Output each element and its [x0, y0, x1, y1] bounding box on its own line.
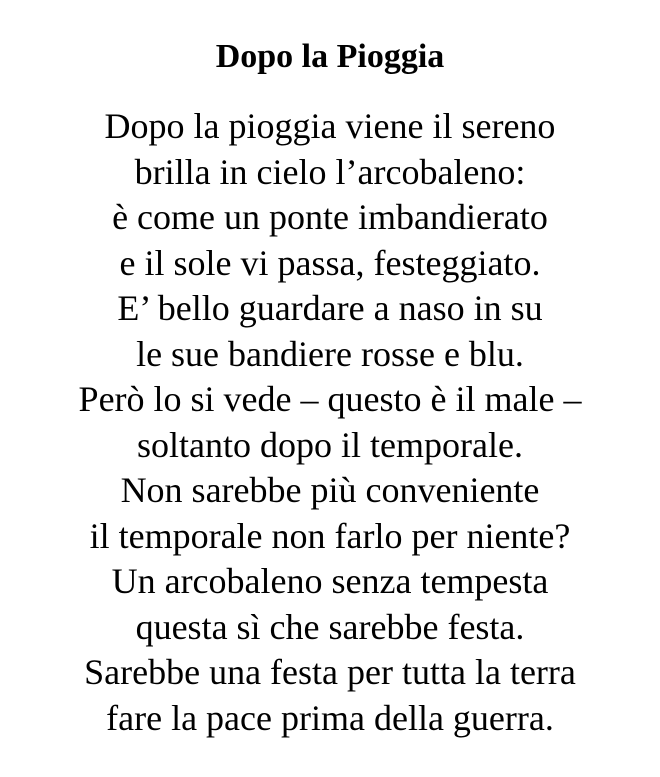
- poem-line: Sarebbe una festa per tutta la terra: [84, 652, 576, 692]
- poem-line: Dopo la pioggia viene il sereno: [104, 106, 556, 146]
- poem-line: Però lo si vede – questo è il male –: [78, 379, 582, 419]
- poem-line: soltanto dopo il temporale.: [137, 424, 523, 465]
- poem-line: fare la pace prima della guerra.: [106, 697, 554, 738]
- poem-line: questa sì che sarebbe festa.: [135, 606, 525, 647]
- poem-line: le sue bandiere rosse e blu.: [136, 333, 524, 374]
- poem-line: Non sarebbe più conveniente: [120, 470, 540, 510]
- poem-line: Un arcobaleno senza tempesta: [111, 561, 549, 601]
- poem-line: e il sole vi passa, festeggiato.: [119, 242, 541, 283]
- poem-line: E’ bello guardare a naso in su: [117, 288, 543, 328]
- poem-line: brilla in cielo l’arcobaleno:: [134, 151, 526, 192]
- poem-line: il temporale non farlo per niente?: [89, 515, 571, 556]
- poem-line: è come un ponte imbandierato: [112, 197, 548, 237]
- poem-body: [0, 104, 660, 741]
- poem-title: Dopo la Pioggia: [215, 38, 445, 75]
